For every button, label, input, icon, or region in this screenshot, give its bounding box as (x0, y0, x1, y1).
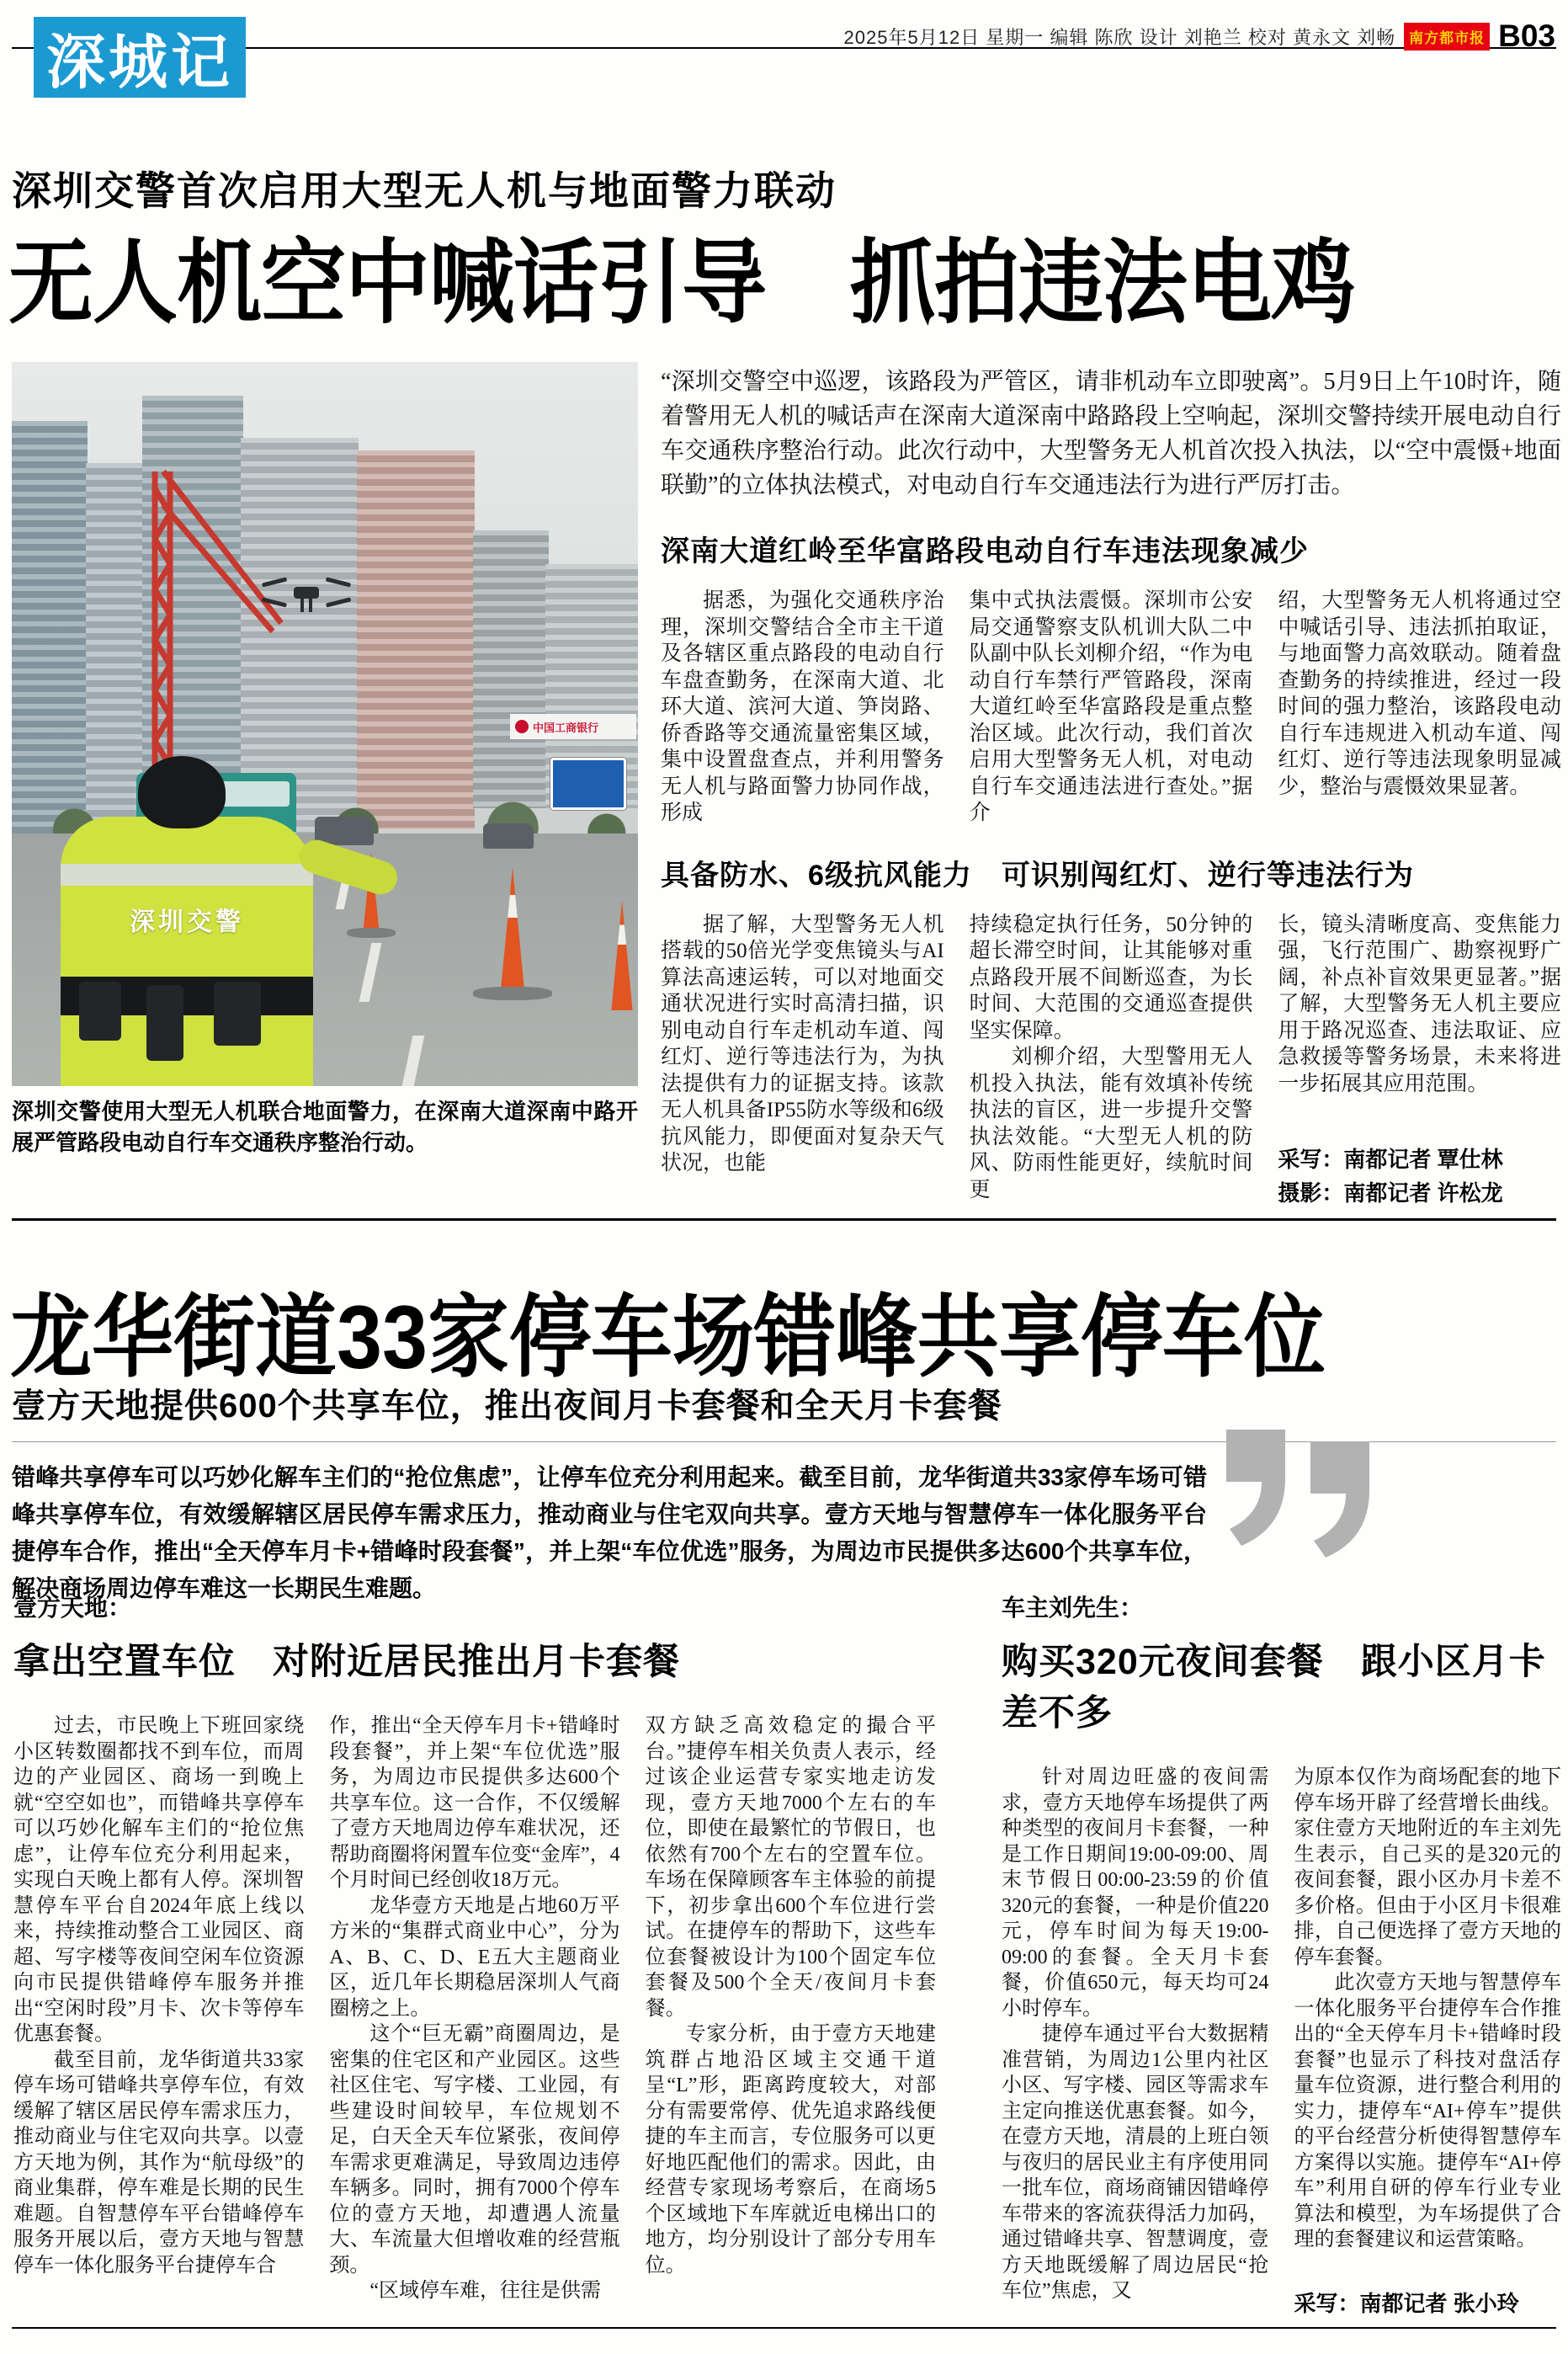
vest-reflective-stripe (61, 864, 313, 886)
text-column (970, 588, 1253, 827)
news-photo (12, 362, 638, 1086)
text-column (661, 588, 944, 827)
story1-subhead-1: 深南大道红岭至华富路段电动自行车违法现象减少 (661, 535, 1309, 567)
story1-body (661, 365, 1561, 1210)
dateline-text: 2025年5月12日 星期一 编辑 陈欣 设计 刘艳兰 校对 黄永文 刘畅 (843, 26, 1396, 48)
paragraph: 绍，大型警务无人机将通过空中喊话引导、违法抓拍取证，与地面警力高效联动。随着盘查勤务的持续推进，经过一段时间的强力整治，该路段电动自行车违规进入机动车道、闯红灯、逆行等违法现象明显减少，整治与震慑效果显著。 (1278, 589, 1562, 798)
story-divider-rule (12, 1218, 1556, 1221)
story1-headline: 无人机空中喊话引导 抓拍违法电鸡 (8, 232, 1356, 335)
traffic-cone-base (347, 928, 396, 938)
section-logo-text: 深城记 (46, 29, 233, 95)
building (12, 421, 88, 842)
story1-subhead-2: 具备防水、6级抗风能力 可识别闯红灯、逆行等违法行为 (661, 859, 1414, 892)
section-logo (34, 17, 246, 98)
bottom-rule (12, 2327, 1556, 2329)
story2-headline: 龙华街道33家停车场错峰共享停车位 (10, 1286, 1326, 1388)
police-drone-icon (260, 568, 353, 619)
page-number: B03 (1498, 19, 1555, 53)
story2-right-columns (1002, 1765, 1561, 2320)
paragraph: 这个“巨无霸”商圈周边，是密集的住宅区和产业园区。这些社区住宅、写字楼、工业园，有些建设时间较早，车位规划不足，白天全天车位紧张，夜间停车需求更难满足，导致周边违停车辆多。同时，拥有7000个停车位的壹方天地，却遭遇人流量大、车流量大但增收难的经营瓶颈。 (329, 2023, 620, 2277)
bank-logo-icon (515, 720, 529, 733)
building (473, 530, 549, 808)
text-column (13, 1713, 304, 2304)
belt-pouch (79, 982, 121, 1041)
paragraph: 专家分析，由于壹方天地建筑群占地沿区域主交通干道呈“L”形，距离跨度较大，对部分有需要常停、优先追求路线便捷的车主而言，专位服务可以更好地匹配他们的需求。因此，由经营专家现场考察后，在商场5个区域地下车库就近电梯出口的地方，均分别设计了部分专用车位。 (645, 2023, 936, 2277)
story2-byline: 采写：南都记者 张小玲 (1294, 2290, 1519, 2316)
traffic-cone-base (473, 987, 552, 1000)
text-column (1002, 1765, 1269, 2320)
text-column (1278, 588, 1561, 827)
story2-left-section (13, 1590, 936, 2304)
police-officer-vest (61, 817, 313, 1086)
story1-section2-columns (661, 912, 1561, 1211)
text-column (661, 912, 944, 1211)
story2-left-kicker: 壹方天地： (13, 1595, 132, 1621)
paragraph: 作，推出“全天停车月卡+错峰时段套餐”，并上架“车位优选”服务，为周边市民提供多达600个共享车位。这一合作，不仅缓解了壹方天地周边停车难状况，还帮助商圈将闲置车位变“金库”，4个月时间已经创收18万元。 (329, 1715, 620, 1891)
story1-kicker: 深圳交警首次启用大型无人机与地面警力联动 (12, 168, 837, 213)
paragraph: 此次壹方天地与智慧停车一体化服务平台捷停车合作推出的“全天停车月卡+错峰时段套餐”也显示了科技对盘活存量车位资源，进行整合利用的实力，捷停车“AI+停车”提供的平台经营分析使得智慧停车方案得以实施。捷停车“AI+停车”利用自研的停车行业专业算法和模型，为车场提供了合理的套餐建议和运营策略。 (1294, 1972, 1561, 2250)
paragraph: 截至目前，龙华街道共33家停车场可错峰共享停车位，有效缓解了辖区居民停车需求压力，推动商业与住宅双向共享。以壹方天地为例，其作为“航母级”的商业集群，停车难是长期的民生难题。自智慧停车平台错峰停车服务开展以后，壹方天地与智慧停车一体化服务平台捷停车合 (13, 2048, 305, 2277)
story2-right-kicker: 车主刘先生： (1002, 1595, 1144, 1621)
paragraph: 长，镜头清晰度高、变焦能力强，飞行范围广、勘察视野广阔，补点补盲效果更显著。”据了解，大型警务无人机主要应用于路况巡查、违法取证、应急救援等警务场景，未来将进一步拓展其应用范围。 (1278, 913, 1562, 1095)
byline-writer: 采写：南都记者 覃仕林 (1278, 1147, 1503, 1172)
story2-left-columns (13, 1713, 936, 2304)
police-officer-helmet (138, 756, 226, 828)
road-direction-sign (550, 758, 626, 810)
building-pink-tower (357, 450, 475, 829)
paragraph: 双方缺乏高效稳定的撮合平台。”捷停车相关负责人表示，经过该企业运营专家实地走访发现，壹方天地7000个左右的车位，即使在最繁忙的节假日，也依然有700个左右的空置车位。车场在保障顾客车主体验的前提下，初步拿出600个车位进行尝试。在捷停车的帮助下，这些车位套餐被设计为100个固定车位套餐及500个全天/夜间月卡套餐。 (645, 1715, 936, 2020)
bank-sign-text: 中国工商银行 (533, 721, 599, 734)
text-column (646, 1713, 936, 2304)
car (483, 823, 534, 849)
paragraph: 捷停车通过平台大数据精准营销，为周边1公里内社区小区、写字楼、园区等需求车主定向推送优惠套餐。如今，在壹方天地，清晨的上班白领与夜归的居民业主有序使用同一批车位，商场商铺因错峰停车带来的客流获得活力加码，通过错峰共享、智慧调度，壹方天地既缓解了周边居民“抢车位”焦虑，又 (1002, 2023, 1269, 2302)
story2-subhead: 壹方天地提供600个共享车位，推出夜间月卡套餐和全天月卡套餐 (12, 1387, 1002, 1425)
story2-lead: 错峰共享停车可以巧妙化解车主们的“抢位焦虑”，让停车位充分利用起来。截至目前，龙华街道共33家停车场可错峰共享停车位，有效缓解辖区居民停车需求压力，推动商业与住宅双向共享。壹方天地与智慧停车一体化服务平台捷停车合作，推出“全天停车月卡+错峰时段套餐”，并上架“车位优选”服务，为周边市民提供多达600个共享车位，解决商场周边停车难这一长期民生难题。 (12, 1464, 1207, 1601)
paragraph: 过去，市民晚上下班回家绕小区转数圈都找不到车位，而周边的产业园区、商场一到晚上就“空空如也”，而错峰共享停车可以巧妙化解车主们的“抢位焦虑”，让停车位充分利用起来，实现白天晚上都有人停。深圳智慧停车平台自2024年底上线以来，持续推动整合工业园区、商超、写字楼等夜间空闲车位资源向市民提供错峰停车服务并推出“空闲时段”月卡、次卡等停车优惠套餐。 (13, 1715, 305, 2045)
text-column (1294, 1765, 1562, 2320)
paragraph: 针对周边旺盛的夜间需求，壹方天地停车场提供了两种类型的夜间月卡套餐，一种是工作日期间19:00-09:00、周末节假日00:00-23:59的价值320元的套餐，一种是价值220元，停车时间为每天19:00-09:00的套餐。全天月卡套餐，价值650元，每天均可24小时停车。 (1002, 1766, 1269, 2020)
paragraph: 刘柳介绍，大型警用无人机投入执法，能有效填补传统执法的盲区，进一步提升交警执法效能。“大型无人机的防风、防雨性能更好，续航时间更 (969, 1046, 1253, 1201)
text-column (970, 912, 1253, 1211)
paragraph: 持续稳定执行任务，50分钟的超长滞空时间，让其能够对重点路段开展不间断巡查，为长时间、大范围的交通巡查提供坚实保障。 (969, 913, 1253, 1042)
belt-pouch (146, 985, 183, 1061)
story1-section1-columns (661, 588, 1561, 827)
story2-right-section (1002, 1590, 1561, 2320)
story1-byline (1278, 1142, 1561, 1210)
paragraph: “区域停车难，往往是供需 (369, 2280, 601, 2302)
paragraph: 龙华壹方天地是占地60万平方米的“集群式商业中心”，分为A、B、C、D、E五大主题商业区，近几年长期稳居深圳人气商圈榜之上。 (329, 1894, 620, 2020)
story2-right-heading: 购买320元夜间套餐 跟小区月卡差不多 (1002, 1642, 1546, 1734)
text-column (1278, 912, 1561, 1211)
photo-caption: 深圳交警使用大型无人机联合地面警力，在深南大道深南中路开展严管路段电动自行车交通秩序整治行动。 (12, 1099, 638, 1155)
paragraph: 据了解，大型警务无人机搭载的50倍光学变焦镜头与AI算法高速运转，可以对地面交通状况进行实时高清扫描，识别电动自行车走机动车道、闯红灯、逆行等违法行为，为执法提供有力的证据支持。该款无人机具备IP55防水等级和6级抗风能力，即便面对复杂天气状况，也能 (661, 913, 944, 1174)
story1-lead: “深圳交警空中巡逻，该路段为严管区，请非机动车立即驶离”。5月9日上午10时许，随着警用无人机的喊话声在深南大道深南中路路段上空响起，深圳交警持续开展电动自行车交通秩序整治行动。此次行动中，大型警务无人机首次投入执法，以“空中震慑+地面联勤”的立体执法模式，对电动自行车交通违法行为进行严厉打击。 (661, 369, 1561, 498)
text-column (329, 1713, 619, 2304)
paragraph: 集中式执法震慑。深圳市公安局交通警察支队机训大队二中队副中队长刘柳介绍，“作为电动自行车禁行严管路段，深南大道红岭至华富路段是重点整治区域。此次行动，我们首次启用大型警务无人机，对电动自行车交通违法进行查处。”据介 (969, 589, 1253, 824)
belt-pouch (214, 982, 261, 1046)
vest-label: 深圳交警 (130, 908, 244, 936)
paper-name-badge: 南方都市报 (1404, 23, 1490, 51)
paragraph: 据悉，为强化交通秩序治理，深圳交警结合全市主干道及各辖区重点路段的电动自行车盘查勤务，在深南大道、北环大道、滨河大道、笋岗路、侨香路等交通流量密集区域，集中设置盘查点，并利用警务无人机与路面警力协同作战，形成 (661, 589, 944, 824)
quote-icon (1222, 1430, 1382, 1568)
byline-photographer: 摄影：南都记者 许松龙 (1278, 1180, 1503, 1206)
bank-sign (510, 714, 636, 739)
story2-left-heading: 拿出空置车位 对附近居民推出月卡套餐 (13, 1642, 680, 1682)
paragraph: 为原本仅作为商场配套的地下停车场开辟了经营增长曲线。家住壹方天地附近的车主刘先生表示，自己买的是320元的夜间套餐，跟小区办月卡差不多价格。但由于小区月卡很难排，自己便选择了壹方天地的停车套餐。 (1294, 1766, 1561, 1968)
masthead-dateline (844, 19, 1555, 54)
